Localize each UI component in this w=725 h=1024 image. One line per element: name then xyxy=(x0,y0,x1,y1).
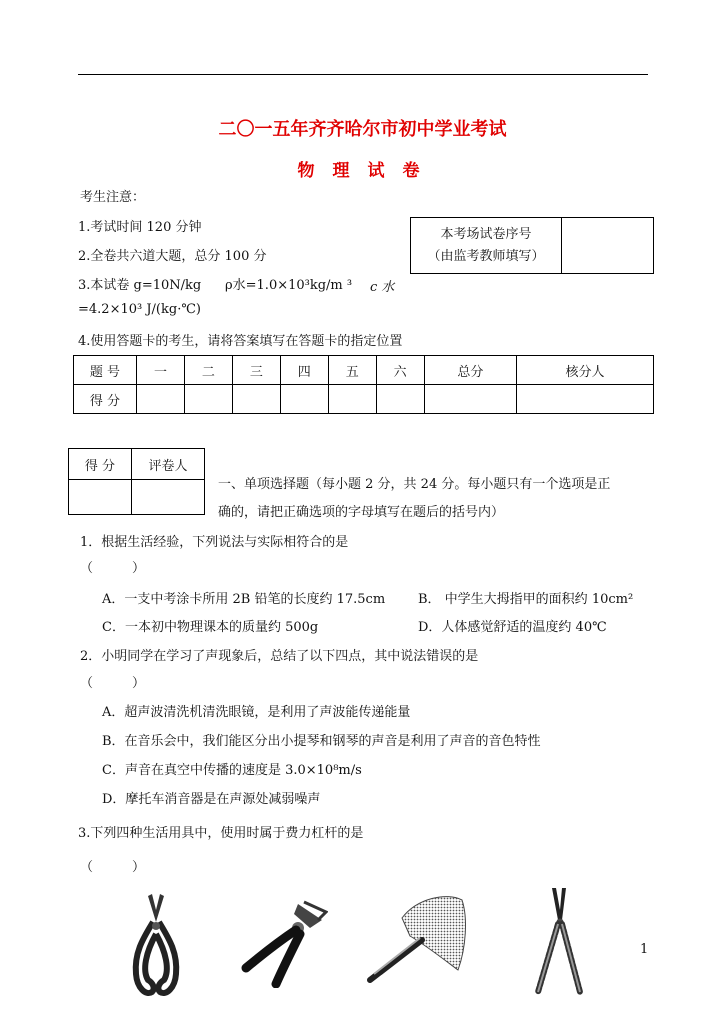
score-cell[interactable] xyxy=(137,385,185,414)
seat-number-box xyxy=(410,217,654,274)
question-1-stem: 1．根据生活经验，下列说法与实际相符合的是 xyxy=(80,535,349,550)
question-2-option-a: A．超声波清洗机清洗眼镜，是利用了声波能传递能量 xyxy=(102,705,411,720)
question-2-option-d: D．摩托车消音器是在声源处减弱噪声 xyxy=(102,792,321,807)
score-cell[interactable] xyxy=(424,385,516,414)
exam-title: 二〇一五年齐齐哈尔市初中学业考试 xyxy=(218,119,507,140)
question-3-answer-bracket[interactable]: （ ） xyxy=(80,860,146,875)
question-1-answer-bracket[interactable]: （ ） xyxy=(80,561,146,576)
question-2-stem: 2．小明同学在学习了声现象后，总结了以下四点，其中说法错误的是 xyxy=(80,649,479,664)
question-1-option-c: C．一本初中物理课本的质量约 500g xyxy=(102,620,319,635)
question-3-stem: 3.下列四种生活用具中，使用时属于费力杠杆的是 xyxy=(78,826,364,841)
scissors-icon xyxy=(528,886,592,998)
note-4: 4.使用答题卡的考生，请将答案填写在答题卡的指定位置 xyxy=(78,334,403,349)
score-cell[interactable] xyxy=(232,385,280,414)
note-3-rho: ρ水=1.0×10³kg/m ³ xyxy=(225,278,353,293)
grader-table xyxy=(68,448,205,515)
question-2-answer-bracket[interactable]: （ ） xyxy=(80,676,146,691)
question-1-option-a: A．一支中考涂卡所用 2B 铅笔的长度约 17.5cm xyxy=(102,592,386,607)
score-cell[interactable] xyxy=(328,385,376,414)
section1-heading-line1: 一、单项选择题（每小题 2 分，共 24 分。每小题只有一个选项是正 xyxy=(218,477,611,492)
question-1-option-b: B． 中学生大拇指甲的面积约 10cm² xyxy=(418,592,634,607)
grader-name-cell[interactable] xyxy=(132,480,205,515)
top-rule xyxy=(78,74,648,75)
score-table xyxy=(73,355,654,414)
grader-score-cell[interactable] xyxy=(69,480,132,515)
note-3-c: c 水 xyxy=(370,280,395,295)
score-cell[interactable] xyxy=(184,385,232,414)
pliers-icon xyxy=(238,898,328,988)
score-header-cell: 题 号 xyxy=(74,356,137,385)
page-number: 1 xyxy=(640,942,649,957)
score-cell[interactable] xyxy=(376,385,424,414)
tweezers-icon xyxy=(362,888,472,988)
score-header-cell: 五 xyxy=(328,356,376,385)
note-1: 1.考试时间 120 分钟 xyxy=(78,220,202,235)
notes-heading: 考生注意： xyxy=(80,190,146,205)
score-header-cell: 核分人 xyxy=(517,356,654,385)
score-table-header xyxy=(74,356,654,385)
score-header-cell: 六 xyxy=(376,356,424,385)
score-header-cell: 三 xyxy=(232,356,280,385)
seat-number-field[interactable] xyxy=(562,218,654,274)
grader-name-label: 评卷人 xyxy=(132,449,205,480)
note-3-g: 3.本试卷 g=10N/kg xyxy=(78,278,202,293)
score-header-cell: 总分 xyxy=(424,356,516,385)
grader-score-label: 得 分 xyxy=(69,449,132,480)
section1-heading-line2: 确的，请把正确选项的字母填写在题后的括号内） xyxy=(218,505,505,520)
question-2-option-c: C．声音在真空中传播的速度是 3.0×10⁸m/s xyxy=(102,763,362,778)
score-header-cell: 二 xyxy=(184,356,232,385)
exam-subtitle: 物理试卷 xyxy=(297,161,438,181)
score-cell[interactable] xyxy=(517,385,654,414)
seat-number-label: 本考场试卷序号 （由监考教师填写） xyxy=(411,218,562,274)
score-table-row xyxy=(74,385,654,414)
score-cell[interactable] xyxy=(280,385,328,414)
question-2-option-b: B．在音乐会中，我们能区分出小提琴和钢琴的声音是利用了声音的音色特性 xyxy=(102,734,541,749)
pincers-icon xyxy=(126,892,186,1002)
score-row-label: 得 分 xyxy=(74,385,137,414)
score-header-cell: 一 xyxy=(137,356,185,385)
note-2: 2.全卷共六道大题，总分 100 分 xyxy=(78,249,267,264)
score-header-cell: 四 xyxy=(280,356,328,385)
note-3-c-value: =4.2×10³ J/(kg·℃) xyxy=(78,302,201,317)
question-1-option-d: D．人体感觉舒适的温度约 40℃ xyxy=(418,620,607,635)
